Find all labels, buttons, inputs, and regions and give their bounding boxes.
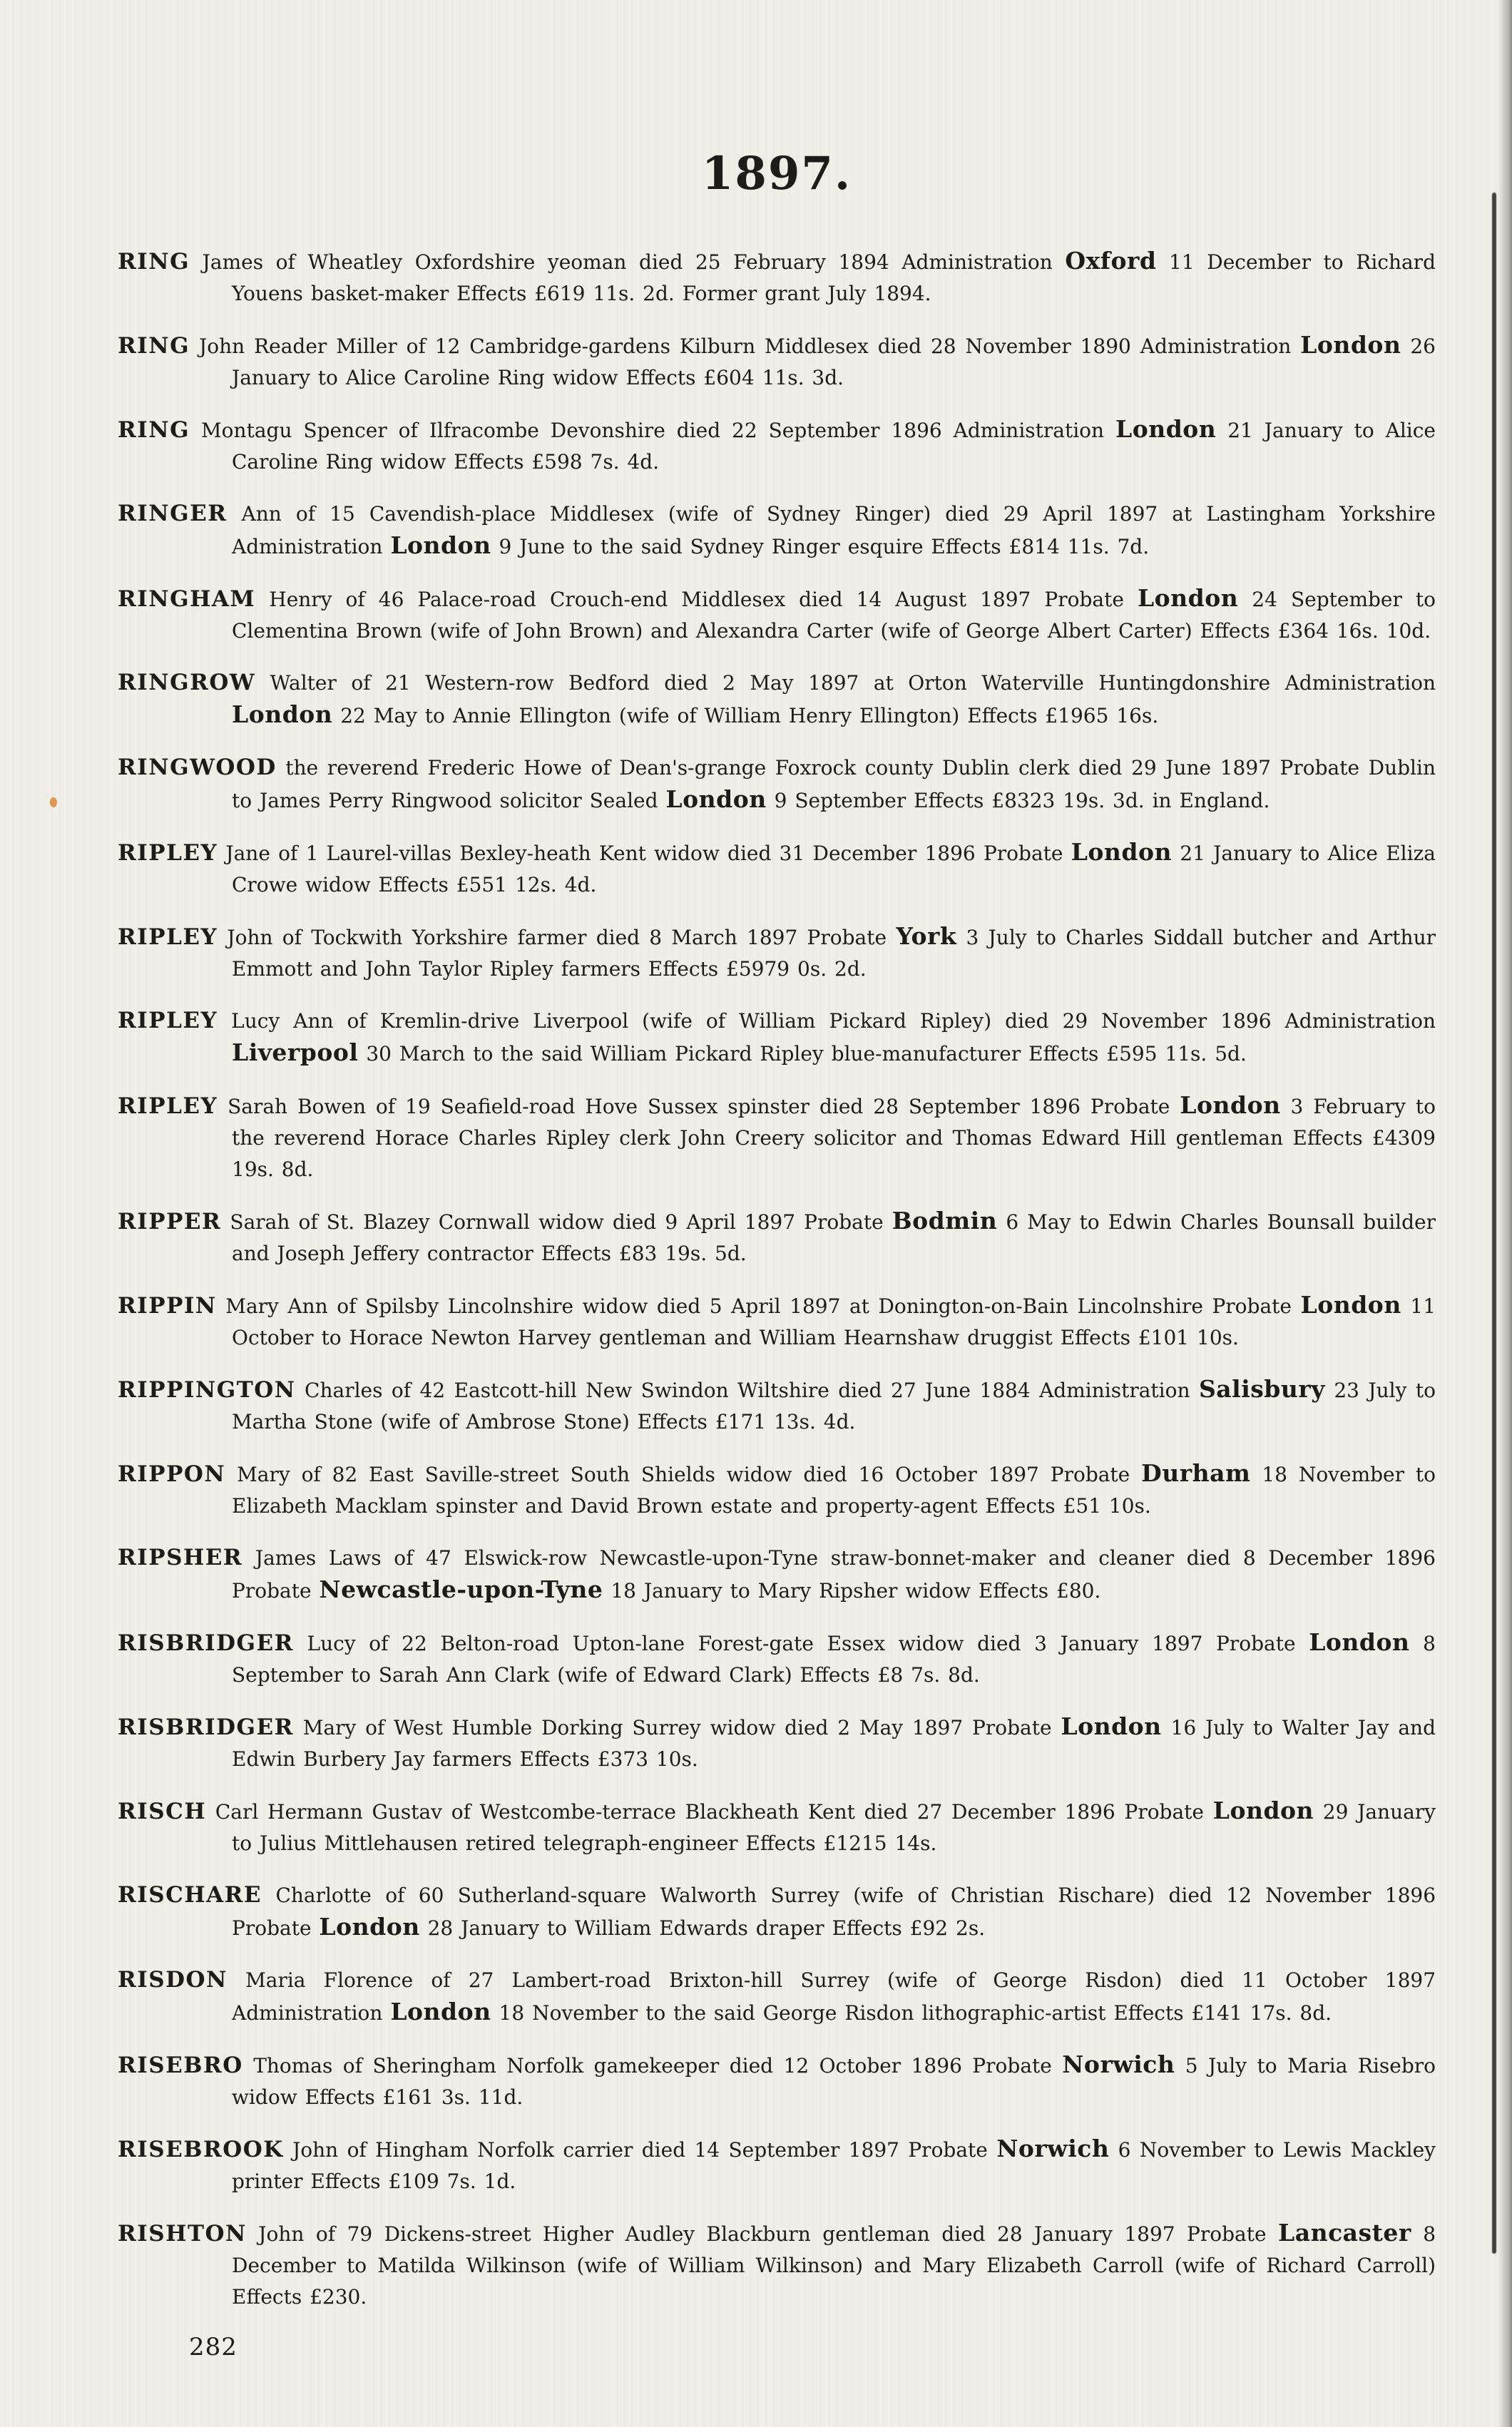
probate-entry (118, 1964, 1436, 2029)
registry-name: Norwich (1062, 2050, 1175, 2078)
entry-text: Charles of 42 Eastcott-hill New Swindon Wiltshire died 27 June 1884 Administration (305, 1379, 1199, 1402)
entry-surname: RIPLEY (118, 1008, 218, 1033)
entry-text: 26 January to Alice Caroline Ring widow Effects £604 11s. 3d. (232, 334, 1436, 389)
registry-name: London (1137, 584, 1239, 612)
probate-entries-list (118, 245, 1436, 2313)
entry-surname: RISDON (118, 1967, 228, 1993)
entry-text: Mary of West Humble Dorking Surrey widow died 2 May 1897 Probate (302, 1716, 1061, 1739)
registry-name: London (390, 531, 491, 559)
entry-text: 5 July to Maria Risebro widow Effects £161 3s. 11d. (232, 2054, 1436, 2109)
entry-surname: RISEBRO (118, 2053, 243, 2078)
registry-name: London (232, 700, 333, 728)
entry-text: Sarah of St. Blazey Cornwall widow died 9 April 1897 Probate (230, 1210, 892, 1234)
entry-text: 18 November to the said George Risdon lithographic-artist Effects £141 17s. 8d. (491, 2001, 1332, 2025)
registry-name: London (1115, 415, 1217, 443)
entry-text: 24 September to Clementina Brown (wife of John Brown) and Alexandra Carter (wife of George Albert Carter) Effects £364 16s. 10d. (232, 588, 1436, 643)
registry-name: London (1309, 1628, 1410, 1656)
entry-text: 30 March to the said William Pickard Ripley blue-manufacturer Effects £595 11s. 5d. (358, 1042, 1247, 1066)
registry-name: Durham (1141, 1459, 1251, 1487)
probate-entry (118, 1374, 1436, 1438)
scan-edge-artifact (1492, 193, 1496, 2254)
entry-text: Charlotte of 60 Sutherland-square Walworth Surrey (wife of Christian Rischare) died 12 November 1896 Probate (232, 1884, 1436, 1940)
probate-entry (118, 1205, 1436, 1269)
registry-name: London (1061, 1712, 1162, 1740)
entry-text: John of 79 Dickens-street Higher Audley Blackburn gentleman died 28 January 1897 Probate (258, 2222, 1278, 2246)
entry-text: 16 July to Walter Jay and Edwin Burbery Jay farmers Effects £373 10s. (232, 1716, 1436, 1771)
entry-surname: RISCH (118, 1799, 207, 1824)
entry-text: 8 September to Sarah Ann Clark (wife of Edward Clark) Effects £8 7s. 8d. (232, 1632, 1436, 1687)
entry-surname: RIPPER (118, 1209, 222, 1235)
entry-text: Montagu Spencer of Ilfracombe Devonshire died 22 September 1896 Administration (201, 419, 1115, 442)
entry-text: Lucy of 22 Belton-road Upton-lane Forest-gate Essex widow died 3 January 1897 Probate (307, 1632, 1309, 1655)
entry-text: Carl Hermann Gustav of Westcombe-terrace Blackheath Kent died 27 December 1896 Probate (215, 1800, 1213, 1824)
entry-text: 9 June to the said Sydney Ringer esquire Effects £814 11s. 7d. (491, 535, 1150, 558)
entry-surname: RISBRIDGER (118, 1630, 294, 1656)
registry-name: London (1180, 1091, 1281, 1119)
probate-entry (118, 1005, 1436, 1070)
registry-name: Lancaster (1278, 2219, 1411, 2247)
registry-name: Bodmin (892, 1207, 998, 1235)
year-title: 1897. (701, 147, 852, 200)
entry-text: 23 July to Martha Stone (wife of Ambrose Stone) Effects £171 13s. 4d. (232, 1379, 1436, 1434)
entry-surname: RING (118, 333, 190, 359)
probate-entry (118, 1458, 1436, 1522)
entry-text: 8 December to Matilda Wilkinson (wife of William Wilkinson) and Mary Elizabeth Carroll (wife of Richard Carroll) Effects £230. (232, 2222, 1436, 2309)
entry-text: Sarah Bowen of 19 Seafield-road Hove Sussex spinster died 28 September 1896 Probate (228, 1095, 1180, 1118)
probate-entry (118, 1090, 1436, 1185)
probate-entry (118, 414, 1436, 478)
registry-name: London (1071, 838, 1173, 866)
entry-text: James of Wheatley Oxfordshire yeoman died 25 February 1894 Administration (202, 250, 1066, 274)
entry-surname: RIPPON (118, 1461, 226, 1487)
entry-text: 11 December to Richard Youens basket-maker Effects £619 11s. 2d. Former grant July 1894. (232, 250, 1436, 305)
entry-text: 28 January to William Edwards draper Effects £92 2s. (419, 1916, 986, 1940)
entry-text: John of Tockwith Yorkshire farmer died 8 March 1897 Probate (227, 926, 897, 949)
entry-text: 29 January to Julius Mittlehausen retired telegraph-engineer Effects £1215 14s. (232, 1800, 1436, 1855)
entry-text: 3 July to Charles Siddall butcher and Arthur Emmott and John Taylor Ripley farmers Effects £5979 0s. 2d. (232, 926, 1436, 981)
entry-surname: RIPPINGTON (118, 1377, 296, 1403)
entry-surname: RIPSHER (118, 1545, 243, 1570)
probate-entry (118, 752, 1436, 817)
page-content (118, 0, 1436, 2361)
probate-entry (118, 2217, 1436, 2313)
probate-entry (118, 1542, 1436, 1607)
entry-text: Ann of 15 Cavendish-place Middlesex (wife of Sydney Ringer) died 29 April 1897 at Lastingham Yorkshire Administration (232, 502, 1436, 558)
probate-entry (118, 498, 1436, 563)
registry-name: London (665, 785, 767, 813)
entry-text: Walter of 21 Western-row Bedford died 2 May 1897 at Orton Waterville Huntingdonshire Administration (270, 671, 1436, 695)
entry-surname: RINGHAM (118, 586, 256, 612)
probate-entry (118, 1879, 1436, 1944)
entry-text: Mary of 82 East Saville-street South Shields widow died 16 October 1897 Probate (237, 1463, 1142, 1486)
registry-name: Oxford (1065, 247, 1157, 275)
scan-speck-artifact (50, 797, 57, 807)
probate-entry (118, 921, 1436, 985)
entry-surname: RIPLEY (118, 1093, 218, 1119)
registry-name: York (896, 922, 957, 950)
entry-surname: RISCHARE (118, 1882, 262, 1908)
entry-surname: RIPPIN (118, 1293, 217, 1319)
registry-name: London (1300, 1291, 1401, 1319)
probate-entry (118, 837, 1436, 901)
probate-entry (118, 1627, 1436, 1691)
registry-name: London (319, 1913, 420, 1941)
entry-text: 11 October to Horace Newton Harvey gentleman and William Hearnshaw druggist Effects £101 10s. (232, 1294, 1436, 1349)
entry-surname: RISHTON (118, 2221, 247, 2247)
entry-text: 21 January to Alice Caroline Ring widow Effects £598 7s. 4d. (232, 419, 1436, 474)
probate-entry (118, 329, 1436, 394)
page-number: 282 (189, 2333, 237, 2361)
entry-surname: RIPLEY (118, 840, 218, 866)
probate-entry (118, 2133, 1436, 2197)
entry-text: Jane of 1 Laurel-villas Bexley-heath Kent widow died 31 December 1896 Probate (225, 842, 1071, 865)
registry-name: Norwich (996, 2135, 1110, 2162)
entry-text: 21 January to Alice Eliza Crowe widow Effects £551 12s. 4d. (232, 842, 1436, 896)
entry-surname: RIPLEY (118, 924, 218, 950)
registry-name: Newcastle-upon-Tyne (319, 1575, 603, 1603)
entry-text: John Reader Miller of 12 Cambridge-gardens Kilburn Middlesex died 28 November 1890 Administration (199, 334, 1301, 358)
registry-name: Liverpool (232, 1038, 359, 1066)
entry-surname: RISEBROOK (118, 2137, 284, 2162)
entry-text: 18 January to Mary Ripsher widow Effects £80. (603, 1579, 1101, 1603)
entry-text: Maria Florence of 27 Lambert-road Brixton-hill Surrey (wife of George Risdon) died 11 October 1897 Administration (232, 1968, 1436, 2025)
registry-name: Salisbury (1198, 1375, 1325, 1403)
probate-entry (118, 2049, 1436, 2113)
entry-text: Thomas of Sheringham Norfolk gamekeeper died 12 October 1896 Probate (253, 2054, 1063, 2078)
registry-name: London (1212, 1797, 1314, 1824)
probate-entry (118, 667, 1436, 732)
entry-surname: RINGER (118, 501, 228, 526)
probate-entry (118, 1795, 1436, 1859)
probate-entry (118, 245, 1436, 310)
entry-surname: RINGWOOD (118, 755, 277, 780)
probate-entry (118, 1711, 1436, 1775)
entry-text: Henry of 46 Palace-road Crouch-end Middlesex died 14 August 1897 Probate (269, 588, 1138, 611)
registry-name: London (390, 1998, 491, 2025)
entry-text: James Laws of 47 Elswick-row Newcastle-upon-Tyne straw-bonnet-maker and cleaner died 8 December 1896 Probate (232, 1546, 1436, 1603)
probate-entry (118, 583, 1436, 647)
entry-text: 6 November to Lewis Mackley printer Effects £109 7s. 1d. (232, 2138, 1436, 2193)
entry-surname: RINGROW (118, 670, 256, 695)
probate-entry (118, 1289, 1436, 1354)
entry-text: Mary Ann of Spilsby Lincolnshire widow died 5 April 1897 at Donington-on-Bain Lincolnshire Probate (225, 1294, 1301, 1318)
entry-text: the reverend Frederic Howe of Dean's-grange Foxrock county Dublin clerk died 29 June 1897 Probate Dublin to James Perry Ringwood solicitor Sealed (232, 756, 1436, 812)
registry-name: London (1300, 331, 1401, 359)
entry-text: 6 May to Edwin Charles Bounsall builder and Joseph Jeffery contractor Effects £83 19s. 5d. (232, 1210, 1436, 1265)
entry-surname: RISBRIDGER (118, 1715, 294, 1740)
entry-surname: RING (118, 249, 190, 275)
entry-surname: RING (118, 417, 190, 443)
entry-text: John of Hingham Norfolk carrier died 14 September 1897 Probate (292, 2138, 997, 2162)
entry-text: 3 February to the reverend Horace Charles Ripley clerk John Creery solicitor and Thomas Edward Hill gentleman Effects £4309 19s. 8d. (232, 1095, 1436, 1181)
entry-text: 22 May to Annie Ellington (wife of William Henry Ellington) Effects £1965 16s. (332, 704, 1159, 727)
entry-text: Lucy Ann of Kremlin-drive Liverpool (wife of William Pickard Ripley) died 29 November 1896 Administration (231, 1009, 1436, 1033)
entry-text: 9 September Effects £8323 19s. 3d. in England. (766, 789, 1270, 812)
entry-text: 18 November to Elizabeth Macklam spinster and David Brown estate and property-agent Effects £51 10s. (232, 1463, 1436, 1518)
